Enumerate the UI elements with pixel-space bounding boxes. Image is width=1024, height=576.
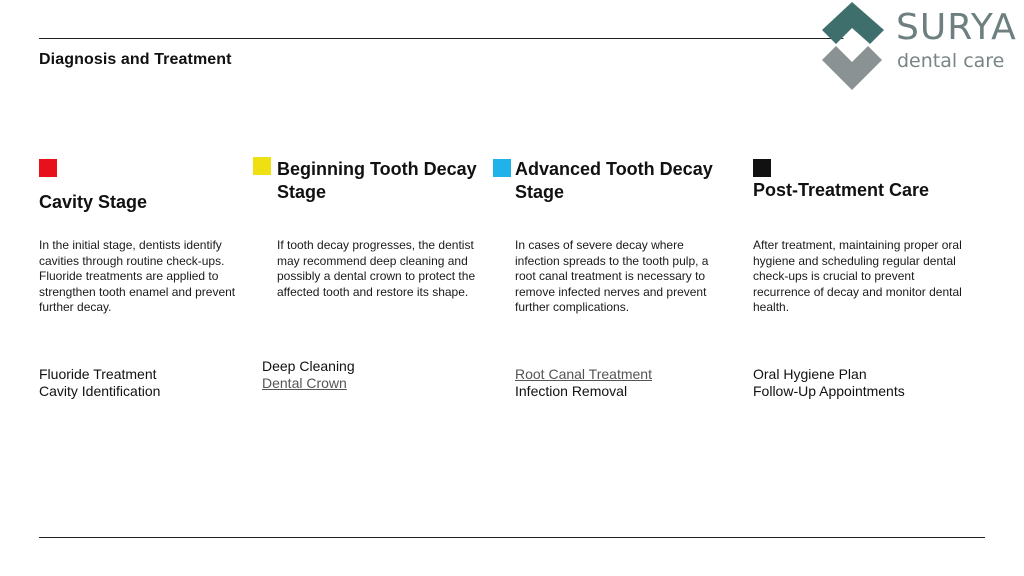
color-swatch	[493, 159, 511, 177]
treatment-list	[39, 366, 160, 400]
logo-wordmark: SURYA	[896, 7, 1017, 48]
treatment-item: Oral Hygiene Plan	[753, 366, 867, 382]
stage-title: Post-Treatment Care	[753, 180, 930, 200]
stage-title: Cavity Stage	[39, 192, 148, 212]
stage-description: If tooth decay progresses, the dentist may recommend deep cleaning and possibly a dental crown to protect the affected tooth and restore its shape.	[277, 238, 476, 299]
treatment-item: Infection Removal	[515, 383, 628, 399]
stage-title: Advanced Tooth Decay Stage	[515, 159, 713, 202]
treatment-list	[753, 366, 905, 400]
treatment-list	[515, 366, 652, 400]
stage-description: In the initial stage, dentists identify cavities through routine check-ups. Fluoride treatments are applied to strengthen tooth enamel and prevent further decay.	[39, 238, 236, 314]
bottom-divider	[39, 537, 985, 538]
page-title: Diagnosis and Treatment	[39, 51, 232, 68]
root-canal-link[interactable]: Root Canal Treatment	[515, 366, 652, 382]
dental-crown-link[interactable]: Dental Crown	[262, 375, 347, 391]
treatment-item: Cavity Identification	[39, 383, 161, 399]
logo-tagline: dental care	[897, 50, 1005, 72]
treatment-item: Fluoride Treatment	[39, 366, 157, 382]
color-swatch	[253, 157, 271, 175]
color-swatch	[39, 159, 57, 177]
treatment-item: Deep Cleaning	[262, 358, 355, 374]
stage-description: After treatment, maintaining proper oral hygiene and scheduling regular dental check-ups is crucial to prevent recurrence of decay and monitor dental health.	[753, 238, 962, 314]
logo-mark-icon	[818, 0, 898, 92]
top-divider	[39, 38, 859, 39]
treatment-list	[262, 358, 355, 392]
brand-logo	[818, 0, 1024, 92]
treatment-item: Follow-Up Appointments	[753, 383, 905, 399]
color-swatch	[753, 159, 771, 177]
stage-description: In cases of severe decay where infection spreads to the tooth pulp, a root canal treatment is necessary to remove infected nerves and prevent further complications.	[515, 238, 709, 314]
stage-title: Beginning Tooth Decay Stage	[277, 159, 477, 202]
